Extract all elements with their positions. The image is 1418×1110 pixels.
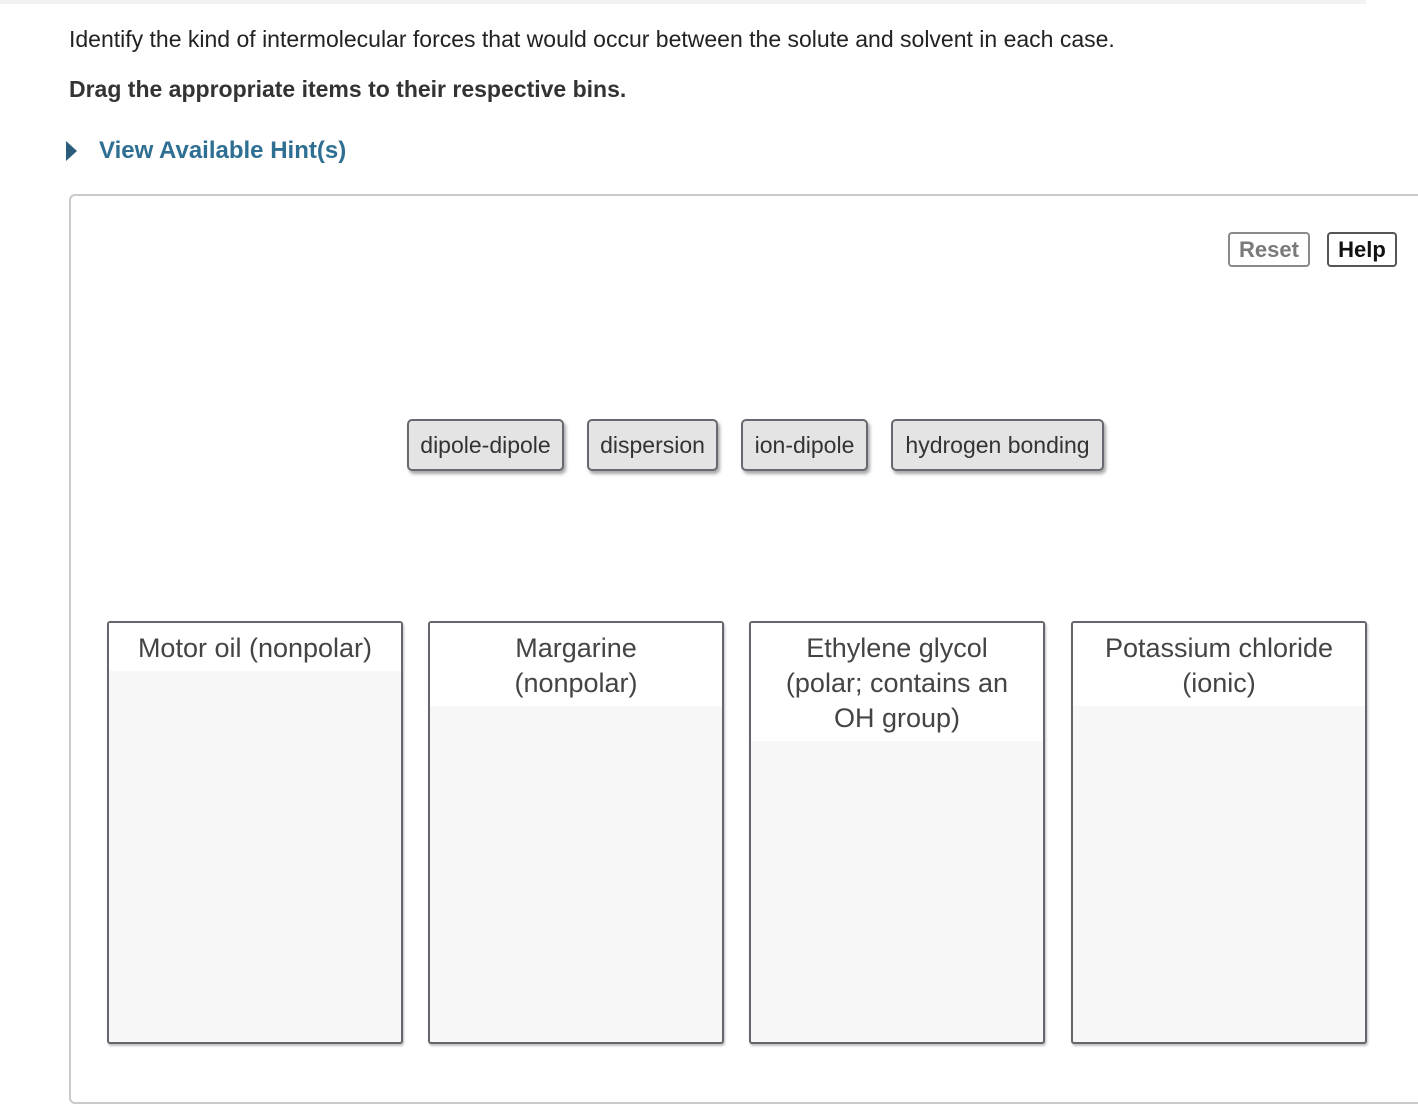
token-ion-dipole[interactable]: ion-dipole (741, 419, 868, 471)
instruction-text: Identify the kind of intermolecular forces that would occur between the solute and solvent in each case. (69, 26, 1115, 52)
bin-title-ethylene-glycol: Ethylene glycol (polar; contains an OH group) (751, 623, 1043, 741)
token-hydrogen-bonding[interactable]: hydrogen bonding (891, 419, 1104, 471)
instruction-drag-text: Drag the appropriate items to their respective bins. (69, 76, 627, 102)
bin-margarine[interactable] (428, 621, 724, 1044)
token-dispersion[interactable]: dispersion (587, 419, 718, 471)
bin-title-potassium-chloride: Potassium chloride (ionic) (1073, 623, 1365, 706)
bin-ethylene-glycol[interactable] (749, 621, 1045, 1044)
bin-title-margarine: Margarine (nonpolar) (430, 623, 722, 706)
view-hints-toggle[interactable] (66, 137, 346, 165)
bin-drop-area-motor-oil[interactable] (109, 671, 401, 1044)
bin-potassium-chloride[interactable] (1071, 621, 1367, 1044)
top-divider (0, 0, 1366, 4)
caret-right-icon (66, 141, 77, 161)
help-button[interactable]: Help (1327, 232, 1397, 267)
reset-button[interactable]: Reset (1228, 232, 1310, 267)
token-dipole-dipole[interactable]: dipole-dipole (407, 419, 564, 471)
bin-drop-area-ethylene-glycol[interactable] (751, 741, 1043, 1044)
bin-drop-area-margarine[interactable] (430, 706, 722, 1044)
bin-title-motor-oil: Motor oil (nonpolar) (109, 623, 401, 671)
bin-motor-oil[interactable] (107, 621, 403, 1044)
view-hints-label: View Available Hint(s) (99, 137, 347, 164)
bin-drop-area-potassium-chloride[interactable] (1073, 706, 1365, 1044)
